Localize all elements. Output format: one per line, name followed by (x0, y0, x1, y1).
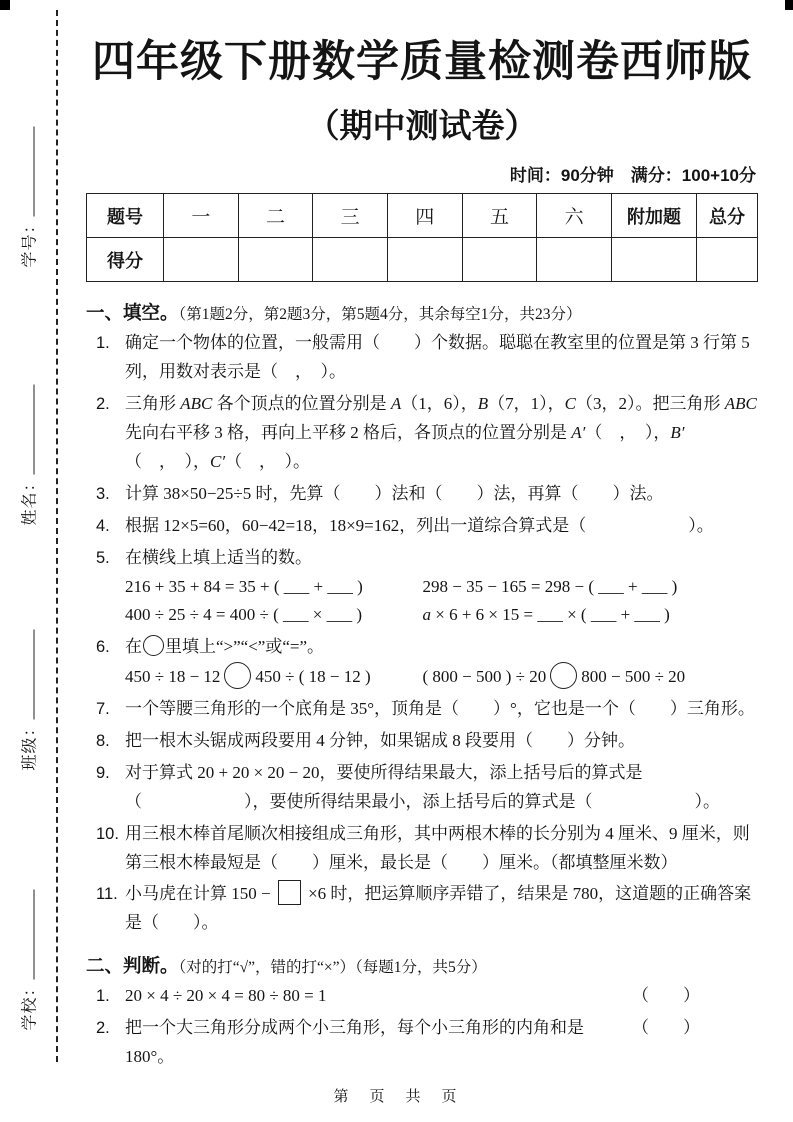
question-text-run: （ ， ）。 (225, 452, 311, 471)
math-letter: B′ (670, 423, 685, 443)
question-sections (86, 299, 758, 1071)
math-letter: A (390, 394, 402, 414)
score-table-empty-cell (238, 238, 313, 282)
question-item (86, 982, 758, 1011)
question-number: 10. (96, 824, 119, 843)
question-text-run: 三角形 (125, 394, 181, 414)
formula (125, 662, 423, 692)
question-text-run: （7，1）， (488, 394, 565, 414)
score-table-empty-cell (313, 238, 388, 282)
question-text (125, 480, 758, 509)
score-table-empty-cell (612, 238, 697, 282)
sidebar-field-label: 学校： (21, 979, 39, 1031)
question-number: 1. (96, 987, 110, 1006)
formula (423, 573, 759, 602)
math-letter: B (477, 394, 489, 414)
question-text-run: 400 ÷ 25 ÷ 4 = 400 ÷ ( ___ × ___ ) (125, 605, 362, 625)
question-text-run: 20 × 4 ÷ 20 × 4 = 80 ÷ 80 = 1 (125, 986, 327, 1006)
question-item (86, 329, 758, 387)
question-text-run: ( 800 − 500 ) ÷ 20 (422, 667, 547, 687)
question-text (125, 695, 758, 724)
score-table-cell: 总分 (697, 194, 758, 238)
section-note: （对的打“√”，错的打“×”）（每题1分，共5分） (178, 959, 487, 977)
question-number: 2. (96, 395, 110, 414)
sidebar-blank-line (17, 889, 35, 979)
score-table-empty-cell (387, 238, 462, 282)
math-letter: A′ (571, 423, 586, 443)
question-number: 6. (96, 638, 110, 657)
question-text-run: （ ， ）， (125, 452, 210, 471)
question-number: 8. (96, 732, 110, 751)
question-text-run: 先向右平移 3 格，再向上平移 2 格后，各顶点的位置分别是 (125, 423, 572, 443)
question-text-run: 800 − 500 ÷ 20 (581, 667, 686, 687)
formula (423, 662, 759, 692)
question-text-run: 298 − 35 − 165 = 298 − ( ___ + ___ ) (422, 576, 678, 596)
question-text-run: 用三根木棒首尾顺次相接组成三角形，其中两根木棒的长分别为 4 厘米、9 厘米，则第三根木棒最短是（ ）厘米，最长是（ ）厘米。（都填整厘米数） (125, 823, 750, 872)
question-text-run: 确定一个物体的位置，一般需用（ ）个数据。聪聪在教室里的位置是第 3 行第 5 列，用数对表示是（ ， ）。 (125, 333, 750, 382)
score-table-cell: 二 (238, 194, 313, 238)
math-letter: C (564, 394, 576, 414)
formula-row (125, 573, 758, 602)
question-text-run: 根据 12×5=60，60−42=18，18×9=162，列出一道综合算式是（ ）。 (125, 515, 714, 535)
page-subtitle: （期中测试卷） (306, 107, 538, 145)
section-heading-2 (86, 952, 758, 978)
question-item (86, 390, 758, 477)
formula-row (125, 601, 758, 630)
question-number: 11. (96, 885, 118, 904)
score-table-cell: 一 (164, 194, 239, 238)
question-text-run: （1，6）， (401, 394, 478, 414)
question-text (125, 544, 758, 573)
section-title: 二、判断。 (86, 955, 179, 977)
math-letter: ABC (180, 394, 213, 414)
question-number: 7. (96, 700, 110, 719)
question-text (125, 759, 758, 817)
page-title: 四年级下册数学质量检测卷西师版 (92, 38, 752, 86)
question-text-run: 216 + 35 + 84 = 35 + ( ___ + ___ ) (125, 576, 363, 596)
formula (423, 601, 759, 630)
question-text (125, 633, 758, 662)
question-text-run: 小马虎在计算 150 − (125, 884, 275, 904)
question-text (125, 329, 758, 387)
question-item (86, 480, 758, 509)
math-letter: ABC (724, 394, 757, 414)
question-text-run: （ ， ）， (585, 423, 671, 443)
score-table-cell: 六 (537, 194, 612, 238)
box-blank-icon (278, 880, 301, 905)
section-note: （第1题2分，第2题3分，第5题4分，其余每空1分，共23分） (178, 306, 582, 324)
question-text (125, 880, 758, 938)
question-item (86, 544, 758, 631)
scan-corner-mark (785, 0, 793, 10)
score-table-empty-cell (697, 238, 758, 282)
sidebar-field-0 (17, 126, 40, 267)
fold-dashed-line (56, 10, 58, 1062)
sidebar-blank-line (17, 126, 35, 216)
question-item (86, 880, 758, 938)
formula-row (125, 662, 758, 692)
page-footer: 第 页 共 页 (333, 1089, 460, 1105)
question-item (86, 695, 758, 724)
question-item (86, 759, 758, 817)
question-number: 3. (96, 484, 110, 503)
question-text (125, 820, 758, 878)
question-number: 1. (96, 334, 110, 353)
math-letter: C′ (210, 452, 226, 471)
question-text-run: 对于算式 20 + 20 × 20 − 20，要使所得结果最大，添上括号后的算式是（ ），要使所得结果最小，添上括号后的算式是（ ）。 (125, 762, 720, 811)
score-table-empty-cell (164, 238, 239, 282)
sidebar-field-label: 班级： (21, 719, 39, 771)
time-score-info: 时间：90分钟 满分：100+10分 (509, 166, 756, 186)
question-text-run: 里填上“>”“<”或“=”。 (165, 637, 325, 657)
answer-blank: （ ） (632, 1018, 700, 1038)
formula (125, 601, 423, 630)
math-letter: a (422, 605, 431, 625)
score-table-cell: 题号 (87, 194, 164, 238)
question-item (86, 512, 758, 541)
sidebar-field-2 (17, 629, 40, 770)
sidebar-field-3 (17, 889, 40, 1030)
question-text-run: （3，2）。把三角形 (575, 394, 725, 414)
question-text (125, 390, 758, 477)
main-content (86, 26, 758, 1072)
section-title: 一、填空。 (86, 302, 179, 324)
circle-blank-icon (550, 662, 577, 689)
sidebar-field-1 (17, 384, 40, 525)
score-table-cell: 五 (462, 194, 537, 238)
score-table-cell: 附加题 (612, 194, 697, 238)
scan-corner-mark (0, 0, 10, 10)
question-text-run: 把一个大三角形分成两个小三角形，每个小三角形的内角和是 180°。 (125, 1018, 584, 1067)
question-text (125, 1014, 758, 1072)
question-text-run: 一个等腰三角形的一个底角是 35°，顶角是（ ）°，它也是一个（ ）三角形。 (125, 699, 755, 719)
question-item (86, 633, 758, 692)
question-text (125, 982, 758, 1011)
score-table-empty-cell (462, 238, 537, 282)
question-number: 9. (96, 763, 110, 782)
question-text (125, 512, 758, 541)
question-text-run: ×6 时，把运算顺序弄错了，结果是 780，这道题的正确答案是（ ）。 (125, 884, 752, 933)
question-text (125, 727, 758, 756)
circle-blank-icon (143, 635, 164, 656)
question-number: 5. (96, 548, 110, 567)
score-table (86, 193, 758, 282)
score-table-empty-cell (537, 238, 612, 282)
sidebar-blank-line (17, 384, 35, 474)
question-item (86, 820, 758, 878)
question-number: 4. (96, 516, 110, 535)
question-text-run: 在横线上填上适当的数。 (125, 547, 312, 567)
formula (125, 573, 423, 602)
question-text-run: 把一根木头锯成两段要用 4 分钟，如果锯成 8 段要用（ ）分钟。 (125, 731, 635, 751)
question-text-run: 各个顶点的位置分别是 (212, 394, 391, 414)
question-text-run: 450 ÷ 18 − 12 (125, 667, 221, 687)
question-text-run: 计算 38×50−25÷5 时，先算（ ）法和（ ）法，再算（ ）法。 (125, 483, 664, 503)
sidebar-field-label: 姓名： (21, 474, 39, 526)
sidebar-field-label: 学号： (21, 216, 39, 268)
question-text-run: 450 ÷ ( 18 − 12 ) (255, 667, 371, 687)
question-text-run: 在 (125, 637, 142, 657)
question-text-run: × 6 + 6 × 15 = ___ × ( ___ + ___ ) (431, 605, 670, 625)
score-table-cell: 四 (387, 194, 462, 238)
question-item (86, 1014, 758, 1072)
score-table-cell: 得分 (87, 238, 164, 282)
question-number: 2. (96, 1019, 110, 1038)
circle-blank-icon (224, 662, 251, 689)
question-item (86, 727, 758, 756)
sidebar-blank-line (17, 629, 35, 719)
answer-blank: （ ） (632, 986, 700, 1006)
score-table-cell: 三 (313, 194, 388, 238)
section-heading-1 (86, 299, 758, 325)
